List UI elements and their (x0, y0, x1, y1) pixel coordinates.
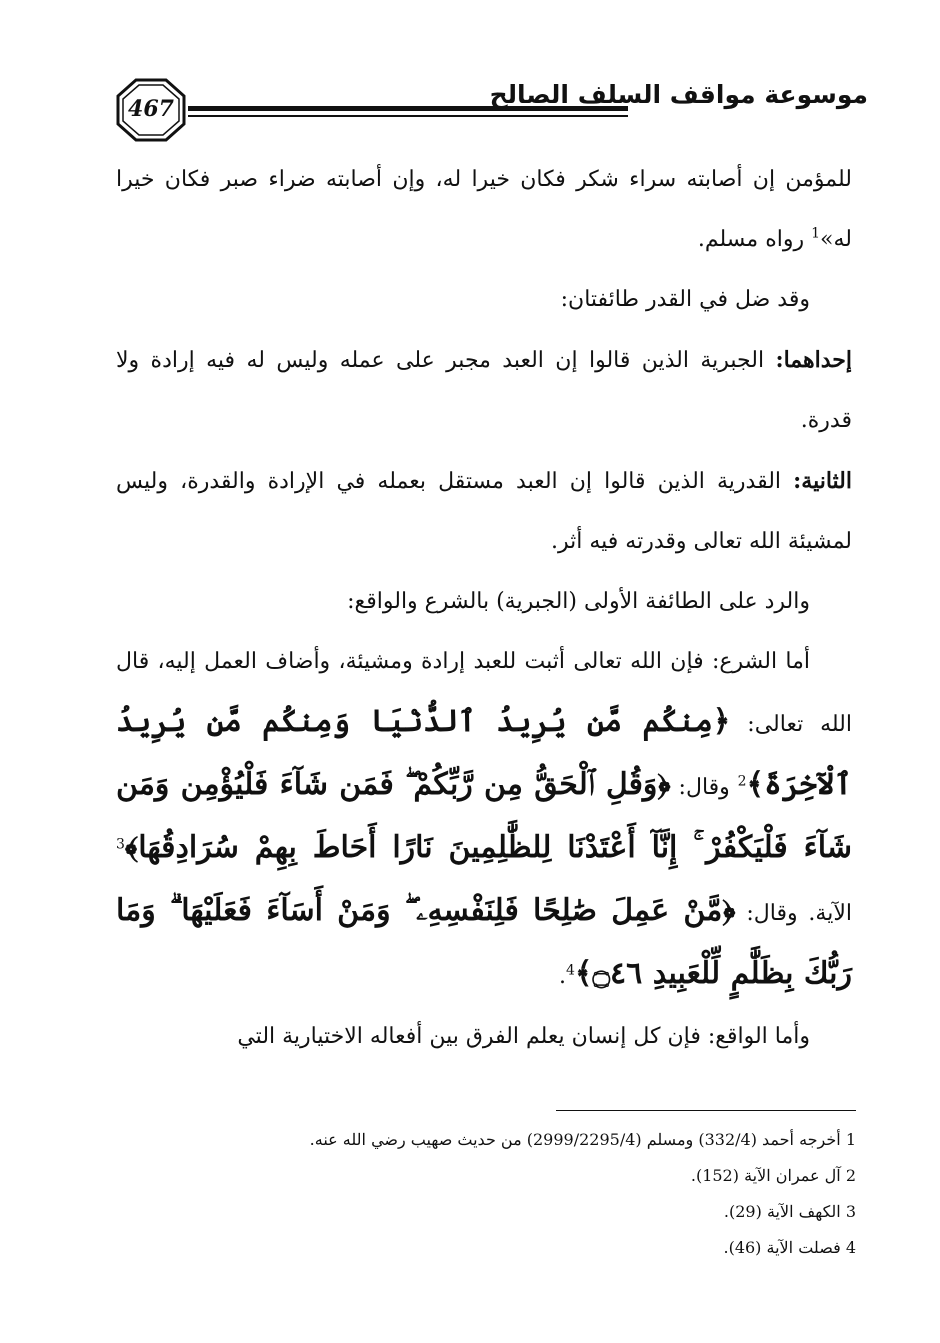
series-title: موسوعة مواقف السلف الصالح (489, 80, 868, 109)
second-group-text: القدرية الذين قالوا إن العبد مستقل بعمله في الإرادة والقدرة، وليس لمشيئة الله تعالى وقدرته فيه أثر. (116, 469, 852, 554)
footnote-marker-4: 4 (565, 962, 575, 979)
footnote-marker-1: 1 (811, 225, 821, 242)
qala-1: وقال: (678, 775, 730, 800)
page-header (108, 70, 868, 150)
paragraph-waqi: وأما الواقع: فإن كل إنسان يعلم الفرق بين أفعاله الاختيارية التي (237, 1024, 810, 1049)
first-group-text: الجبرية الذين قالوا إن العبد مجبر على عمله وليس له فيه إرادة ولا قدرة. (116, 348, 852, 433)
quran-verse-1: ﴿مِنكُم مَّن يُرِيدُ ٱلدُّنْيَا وَمِنكُم مَّن يُرِيدُ ٱلْآخِرَةَ﴾ (116, 704, 853, 802)
footnote-4: 4 فصلت الآية (46). (723, 1238, 856, 1257)
al-aya: الآية. (808, 901, 852, 926)
paragraph-first-group (116, 330, 852, 451)
footnote-marker-3: 3 (116, 836, 125, 853)
paragraph-two-groups: وقد ضل في القدر طائفتان: (560, 287, 810, 312)
footnote-3: 3 الكهف الآية (29). (723, 1202, 856, 1221)
footnote-marker-2: 2 (737, 773, 747, 790)
shar-text: أما الشرع: فإن الله تعالى أثبت للعبد إرادة ومشيئة، وأضاف العمل إليه، قال الله تعالى: (116, 649, 852, 737)
hadith-source: رواه مسلم. (697, 227, 805, 252)
quran-verse-2: ﴿وَقُلِ ٱلْحَقُّ مِن رَّبِّكُمْ ۖ فَمَن شَآءَ فَلْيُؤْمِن وَمَن شَآءَ فَلْيَكْفُرْ ۚ إِنَّآ أَعْتَدْنَا لِلظَّٰلِمِينَ نَارًا أَحَاطَ بِهِمْ سُرَادِقُهَا﴾ (116, 767, 852, 865)
paragraph-shar (116, 632, 852, 1007)
footnote-2: 2 آل عمران الآية (152). (690, 1166, 856, 1185)
page-number-badge (116, 78, 186, 142)
header-rule-thin (188, 115, 628, 117)
hadith-text: للمؤمن إن أصابته سراء شكر فكان خيرا له، وإن أصابته ضراء صبر فكان خيرا له» (116, 167, 852, 252)
main-text (116, 150, 852, 1067)
term-first: إحداهما: (775, 347, 852, 373)
paragraph-hadith-end (116, 150, 852, 270)
paragraph-refutation: والرد على الطائفة الأولى (الجبرية) بالشرع والواقع: (347, 589, 810, 614)
page-number: 467 (128, 96, 174, 122)
term-second: الثانية: (793, 468, 852, 494)
paragraph-second-group (116, 451, 852, 572)
quran-verse-3: ﴿مَّنْ عَمِلَ صَٰلِحًا فَلِنَفْسِهِۦ ۖ وَمَنْ أَسَآءَ فَعَلَيْهَا ۗ وَمَا رَبُّكَ بِظَلَّٰمٍ لِّلْعَبِيدِ ۝٤٦﴾ (116, 893, 852, 991)
verse-end-dot: . (558, 964, 566, 989)
footnotes (116, 1122, 856, 1266)
footnote-separator (556, 1110, 856, 1111)
footnote-1: 1 أخرجه أحمد (332/4) ومسلم (2999/2295/4) من حديث صهيب رضي الله عنه. (309, 1130, 856, 1149)
qala-2: وقال: (746, 901, 798, 926)
